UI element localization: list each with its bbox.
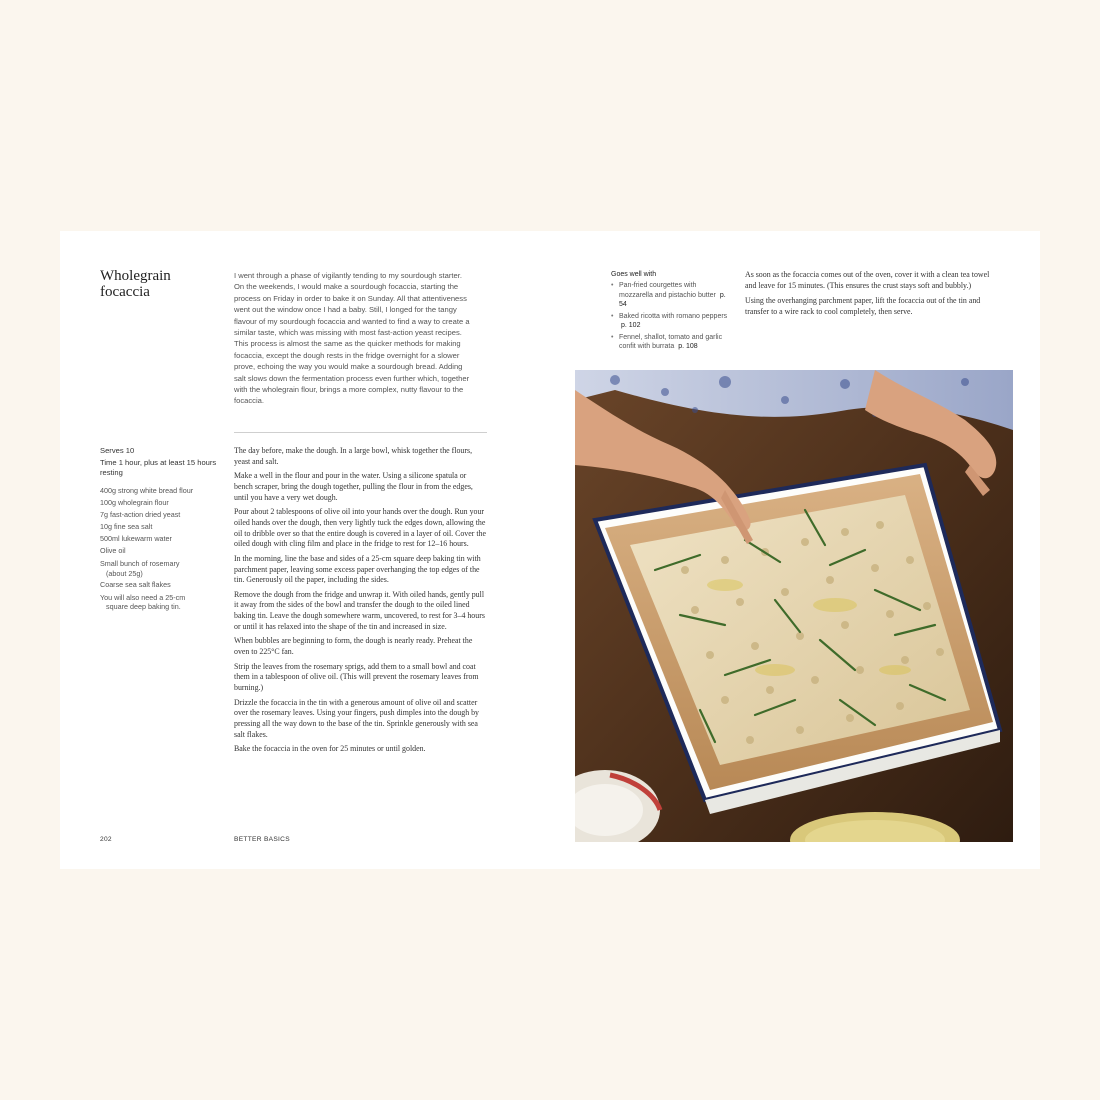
page-reference: p. 102 <box>621 322 641 330</box>
focaccia-photo <box>575 370 1013 842</box>
ingredient: 7g fast-action dried yeast <box>100 510 181 520</box>
ingredient: 10g fine sea salt <box>100 522 153 532</box>
ingredient-note: (about 25g) <box>106 568 143 578</box>
method-step: Drizzle the focaccia in the tin with a generous amount of olive oil and scatter over the rosemary leaves. Using your fingers, push dimples into the dough by pressing all the way down to the base of the tin. Sprinkle generously with sea salt flakes. <box>234 697 480 739</box>
method-step: Pour about 2 tablespoons of olive oil into your hands over the dough. Run your oiled hands over the dough, then very lightly tuck the edges down, allowing the oil to dribble over so that the entire dough is covered in a layer of oil. Cover the oiled dough with cling film and place in the fridge to rest for 12–16 hours. <box>234 507 486 549</box>
recipe-intro: I went through a phase of vigilantly tending to my sourdough starter. On the weekends, I would make a sourdough focaccia, starting the process on Friday in order to bake it on Sunday. All that attentiveness went out the window once I had a baby. Still, I longed for the tangy flavour of my sourdough focaccia and wanted to find a way to create a similar taste, which was missing with most fast-action yeast recipes. This process is almost the same as the quicker methods for making focaccia, except the dough rests in the fridge overnight for a slower prove, echoing the way you would make a sourdough bread. Adding salt slows down the fermentation process even further which, together with the wholegrain flour, brings a more complex, nutty flavour to the focaccia. <box>234 271 470 406</box>
method-step: The day before, make the dough. In a large bowl, whisk together the flours, yeast and salt. <box>234 446 473 466</box>
book-spread <box>60 231 1040 869</box>
pairing-item: • Fennel, shallot, tomato and garlic confit with burrata p. 108 <box>611 333 731 352</box>
ingredient: Olive oil <box>100 546 126 556</box>
serves: Serves 10 <box>100 446 135 455</box>
goes-well-with-heading: Goes well with <box>611 271 657 278</box>
method-step: Make a well in the flour and pour in the water. Using a silicone spatula or bench scraper, bring the dough together, pulling the flour in from the edges, until you have a very wet dough. <box>234 471 473 502</box>
page-number: 202 <box>100 836 112 843</box>
pairing-item: • Pan-fried courgettes with mozzarella and pistachio butter p. 54 <box>611 281 731 309</box>
method-step: In the morning, line the base and sides of a 25-cm square deep baking tin with parchment paper, leaving some excess paper overhanging the top edges of the tin. Generously oil the paper, including the sides. <box>234 553 481 585</box>
method-step: Remove the dough from the fridge and unwrap it. With oiled hands, gently pull it away from the sides of the bowl and transfer the dough to the oiled lined baking tin. Leave the dough somewhere warm, uncovered, to rest for 3–4 hours or until it has relaxed into the shape of the tin and increased in size. <box>234 589 485 631</box>
recipe-title: Wholegrain focaccia <box>100 268 171 300</box>
ingredient: Coarse sea salt flakes <box>100 580 171 590</box>
after-bake-steps <box>745 270 991 322</box>
ingredient: 100g wholegrain flour <box>100 498 169 508</box>
section-title: BETTER BASICS <box>234 836 290 843</box>
method-step: Using the overhanging parchment paper, lift the focaccia out of the tin and transfer to a wire rack to cool completely, then serve. <box>745 296 981 316</box>
method-step: Bake the focaccia in the oven for 25 minutes or until golden. <box>234 744 426 754</box>
ingredient: 400g strong white bread flour <box>100 486 194 496</box>
method-steps <box>234 446 486 759</box>
method-step: When bubbles are beginning to form, the dough is nearly ready. Preheat the oven to 225°C fan. <box>234 636 473 657</box>
divider <box>234 432 487 433</box>
pairing-item: • Baked ricotta with romano peppers p. 102 <box>611 312 731 331</box>
method-step: Strip the leaves from the rosemary sprigs, add them to a small bowl and coat them in a tablespoon of olive oil. (This will prevent the rosemary leaves from burning.) <box>234 661 479 692</box>
ingredients-list <box>100 485 220 612</box>
page-reference: p. 54 <box>619 291 726 309</box>
ingredient: 500ml lukewarm water <box>100 534 172 544</box>
page-reference: p. 108 <box>678 343 698 351</box>
cooking-time: Time 1 hour, plus at least 15 hours resting <box>100 458 217 477</box>
recipe-meta <box>100 446 220 612</box>
goes-well-with <box>611 270 731 354</box>
ingredient: Small bunch of rosemary <box>100 559 180 569</box>
equipment-note: You will also need a 25-cm <box>100 593 186 603</box>
method-step: As soon as the focaccia comes out of the oven, cover it with a clean tea towel and leave for 15 minutes. (This ensures the crust stays soft and bubbly.) <box>745 270 990 290</box>
equipment-note: square deep baking tin. <box>106 602 181 612</box>
